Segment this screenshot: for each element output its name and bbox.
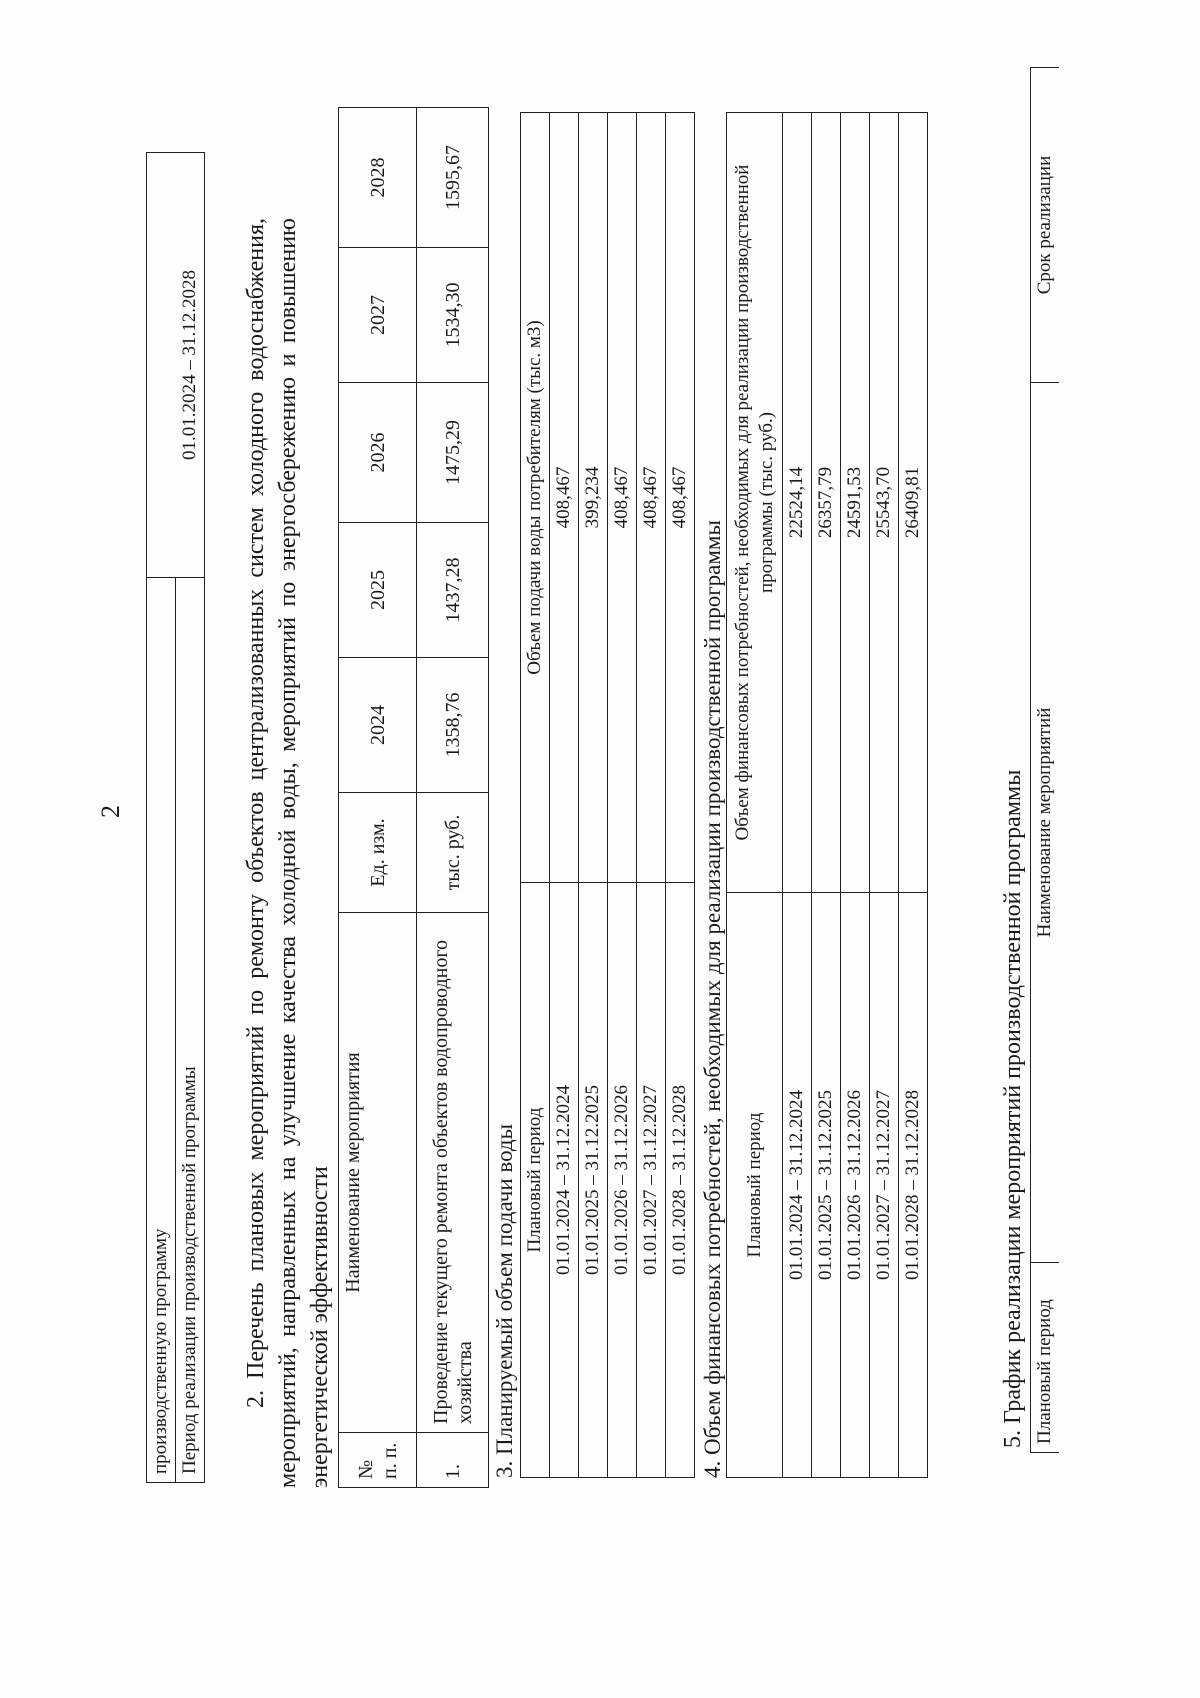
cell-period: 01.01.2026 – 31.12.2026 [841, 893, 870, 1478]
section4-title: 4. Объем финансовых потребностей, необходимых для реализации производственной программы [700, 520, 725, 1478]
page-number: 2 [96, 805, 125, 818]
info-label: производственную программу [147, 578, 176, 1483]
col-header-2026: 2026 [339, 383, 417, 523]
col-header-name: Наименование мероприятия [339, 913, 417, 1433]
table-row [666, 113, 695, 1478]
table-row [579, 113, 608, 1478]
table-row [783, 113, 812, 1478]
col-header-num: № п. п. [339, 1433, 417, 1488]
cell-amount: 26357,79 [812, 113, 841, 893]
cell-2026: 1475,29 [417, 383, 489, 523]
col-header-volume: Объем подачи воды потребителям (тыс. м3) [521, 113, 550, 883]
cell-volume: 408,467 [550, 113, 579, 883]
table-row [637, 113, 666, 1478]
info-label: Период реализации производственной программы [176, 578, 205, 1483]
cell-num: 1. [417, 1433, 489, 1488]
cell-period: 01.01.2025 – 31.12.2025 [812, 893, 841, 1478]
table-row [176, 153, 205, 1483]
table-header-row [1031, 68, 1060, 1453]
table-row [899, 113, 928, 1478]
cell-period: 01.01.2027 – 31.12.2027 [870, 893, 899, 1478]
cell-unit: тыс. руб. [417, 793, 489, 913]
measures-table [338, 107, 489, 1488]
cell-period: 01.01.2026 – 31.12.2026 [608, 883, 637, 1478]
cell-period: 01.01.2024 – 31.12.2024 [550, 883, 579, 1478]
col-header-2025: 2025 [339, 523, 417, 658]
table-row [608, 113, 637, 1478]
section3-title: 3. Планируемый объем подачи воды [492, 1123, 517, 1478]
table-row [417, 108, 489, 1488]
col-header-2028: 2028 [339, 108, 417, 248]
cell-name: Проведение текущего ремонта объектов водопроводного хозяйства [417, 913, 489, 1433]
cell-volume: 408,467 [637, 113, 666, 883]
table-row [147, 153, 176, 1483]
program-info-table [146, 152, 205, 1483]
cell-period: 01.01.2028 – 31.12.2028 [666, 883, 695, 1478]
section5-title: 5. График реализации мероприятий производственной программы [1000, 769, 1026, 1448]
cell-amount: 22524,14 [783, 113, 812, 893]
cell-amount: 26409,81 [899, 113, 928, 893]
cell-period: 01.01.2024 – 31.12.2024 [783, 893, 812, 1478]
col-header-amount: Объем финансовых потребностей, необходимых для реализации производственной программы (тыс. руб.) [727, 113, 783, 893]
col-header-unit: Ед. изм. [339, 793, 417, 913]
cell-2024: 1358,76 [417, 658, 489, 793]
table-row [841, 113, 870, 1478]
water-supply-table [520, 112, 695, 1478]
table-header-row [521, 113, 550, 1478]
table-row [812, 113, 841, 1478]
cell-period: 01.01.2027 – 31.12.2027 [637, 883, 666, 1478]
section2-heading: 2. Перечень плановых мероприятий по ремонту объектов централизованных систем холодного водоснабжения, мероприятий, направленных на улучшение качества холодной воды, мероприятий по энергосбережению и повышению энергетической эффективности [243, 218, 333, 1488]
col-header-2024: 2024 [339, 658, 417, 793]
cell-volume: 408,467 [608, 113, 637, 883]
info-value: 01.01.2024 – 31.12.2028 [176, 153, 205, 578]
table-row [870, 113, 899, 1478]
col-header-measures: Наименование мероприятий [1031, 383, 1060, 1263]
table-row [550, 113, 579, 1478]
cell-period: 01.01.2028 – 31.12.2028 [899, 893, 928, 1478]
table-header-row [339, 108, 417, 1488]
info-value [147, 153, 176, 578]
col-header-deadline: Срок реализации [1031, 68, 1060, 383]
financial-needs-table [726, 112, 928, 1478]
col-header-2027: 2027 [339, 248, 417, 383]
cell-amount: 25543,70 [870, 113, 899, 893]
schedule-table [1030, 67, 1059, 1453]
cell-2027: 1534,30 [417, 248, 489, 383]
cell-amount: 24591,53 [841, 113, 870, 893]
col-header-period: Плановый период [521, 883, 550, 1478]
col-header-period: Плановый период [1031, 1263, 1060, 1453]
col-header-period: Плановый период [727, 893, 783, 1478]
cell-volume: 399,234 [579, 113, 608, 883]
cell-volume: 408,467 [666, 113, 695, 883]
cell-2025: 1437,28 [417, 523, 489, 658]
cell-2028: 1595,67 [417, 108, 489, 248]
cell-period: 01.01.2025 – 31.12.2025 [579, 883, 608, 1478]
table-header-row [727, 113, 783, 1478]
